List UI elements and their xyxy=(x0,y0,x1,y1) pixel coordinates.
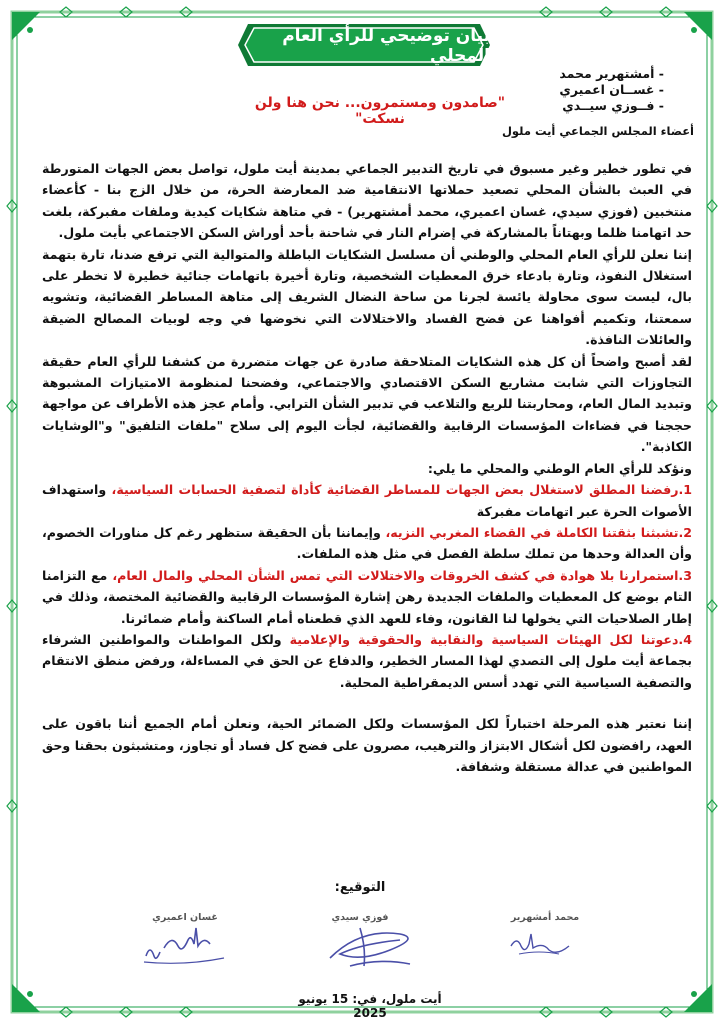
paragraph-announcement: إننا نعلن للرأي العام المحلي والوطني أن مسلسل الشكايات الباطلة والمتوالية التي ترفع ضدنا، تارة بتهمة استغلال النفوذ، وتارة بادعاء خرق المعطيات الشخصية، وتارة أخيرة باتهامات جنائية خطيرة لا تخطر على بال، ليست سوى محاولة يائسة لجرنا من ساحة النضال الشريف إلى متاهة المساطر القضائية، وتشويه سمعتنا، وتكميم أفواهنا عن فضح الفساد والاختلالات التي نخوضها في وجه لوبيات المصالح الضيقة والعائلات النافذة. xyxy=(42,246,692,348)
point-highlight: 3.استمرارنا بلا هوادة في كشف الخروقات والاختلالات التي تمس الشأن المحلي والمال العام، xyxy=(112,567,692,583)
signatory-name: فوزي سيدي xyxy=(331,912,389,923)
point-highlight: 4.دعوتنا لكل الهيئات السياسية والنقابية والحقوقية والإعلامية xyxy=(289,631,692,647)
point-text: واستهداف الأصوات الحرة عبر اتهامات مفبركة xyxy=(42,482,692,519)
corner-ornament-bottom-right xyxy=(684,984,712,1012)
point-highlight: 2.تشبثنا بثقتنا الكاملة في القضاء المغربي النزيه، xyxy=(385,524,692,540)
point-text: وإيماننا بأن الحقيقة ستظهر رغم كل مناورات الخصوم، وأن العدالة وحدها من تملك سلطة الفصل في مثل هذه الملفات. xyxy=(42,524,692,562)
signature-image xyxy=(320,918,430,974)
member-name: - غســان اعميري xyxy=(559,82,664,97)
document-title: بيان توضيحي للرأي العام المحلي xyxy=(282,26,490,66)
point-item xyxy=(42,629,692,693)
point-item xyxy=(42,565,692,629)
point-item xyxy=(42,479,692,522)
corner-ornament-bottom-left xyxy=(12,984,40,1012)
point-text: مع التزامنا التام بوضع كل المعطيات والملفات الجديدة رهن إشارة المؤسسات الرقابية والقضائية المختصة، وذلك في إطار الصلاحيات التي يخولها لنا القانون، وفاء للعهد الذي قطعناه أمام الساكنة وأمام ضمائرنا. xyxy=(42,567,692,626)
member-name: - أمشتهرير محمد xyxy=(559,66,664,81)
corner-ornament-top-right xyxy=(684,12,712,40)
paragraph-closing: إننا نعتبر هذه المرحلة اختباراً لكل المؤسسات ولكل الضمائر الحية، ونعلن أمام الجميع أننا باقون على العهد، رافضون لكل أشكال الابتزاز والترهيب، مصرون على فضح كل فساد أو تجاوز، ومتشبثون بحقنا وحق المواطنين في عدالة مستقلة وشفافة. xyxy=(42,716,692,774)
paragraph-intro: في تطور خطير وغير مسبوق في تاريخ التدبير الجماعي بمدينة أيت ملول، تواصل بعض الجهات المتورطة في العبث بالشأن المحلي تصعيد حملاتها الانتقامية ضد المعارضة الحرة، من خلال الزج بنا - كأعضاء منتخبين (فوزي سيدي، غسان اعميري، محمد أمشتهرير) - في متاهة شكايات كيدية وملفات مفبركة، بلغت حد اتهامنا ظلما وبهتاناً بالمشاركة في إضرام النار في شاحنة بأحد أوراش السكن الاجتماعي بأيت ملول. xyxy=(42,161,692,241)
point-item xyxy=(42,522,692,565)
signature-title: التوقيع: xyxy=(334,880,386,895)
signatory-name: محمد أمشهرير xyxy=(510,912,580,923)
council-label: أعضاء المجلس الجماعي أيت ملول xyxy=(501,124,694,138)
signatory-name: غسان اعميري xyxy=(152,912,218,923)
spacer xyxy=(42,693,692,713)
paragraph-explanation: لقد أصبح واضحاً أن كل هذه الشكايات المتلاحقة صادرة عن جهات متضررة من كشفنا للرأي العام حقيقة التجاوزات التي شابت مشاريع السكن الاقتصادي والاجتماعي، وفضحنا لمنظومة الامتيازات المشبوهة وتبديد المال العام، ومحاربتنا للريع والتلاعب في تدبير الشأن الترابي. وأمام عجز هذه الأطراف عن مواجهة حججنا في فضاءات المؤسسات الرقابية والقضائية، لجأت اليوم إلى سلاح "ملفات التلفيق" و"الوشايات الكاذبة". xyxy=(42,353,692,455)
date-line: أيت ملول، في: 15 يونيو 2025 xyxy=(298,992,442,1020)
point-highlight: 1.رفضنا المطلق لاستغلال بعض الجهات للمساطر القضائية كأداة لتصفية الحسابات السياسية، xyxy=(111,482,692,498)
corner-ornament-top-left xyxy=(12,12,40,40)
point-text: ولكل المواطنات والمواطنين الشرفاء بجماعة أيت ملول إلى التصدي لهذا المسار الخطير، والدفاع عن الحق في المساءلة، ورفض منطق الانتقام والتصفية السياسية التي تهدد أسس الديمقراطية المحلية. xyxy=(42,631,692,690)
member-name: - فــوزي سيــدي xyxy=(562,98,664,113)
statement-body xyxy=(42,158,692,777)
slogan: "صامدون ومستمرون... نحن هنا ولن نسكت" xyxy=(254,95,506,127)
signature-image xyxy=(140,926,230,970)
signature-image xyxy=(505,926,585,962)
paragraph-points-intro: ونؤكد للرأي العام الوطني والمحلي ما يلي: xyxy=(427,460,692,476)
members-list xyxy=(559,66,664,114)
